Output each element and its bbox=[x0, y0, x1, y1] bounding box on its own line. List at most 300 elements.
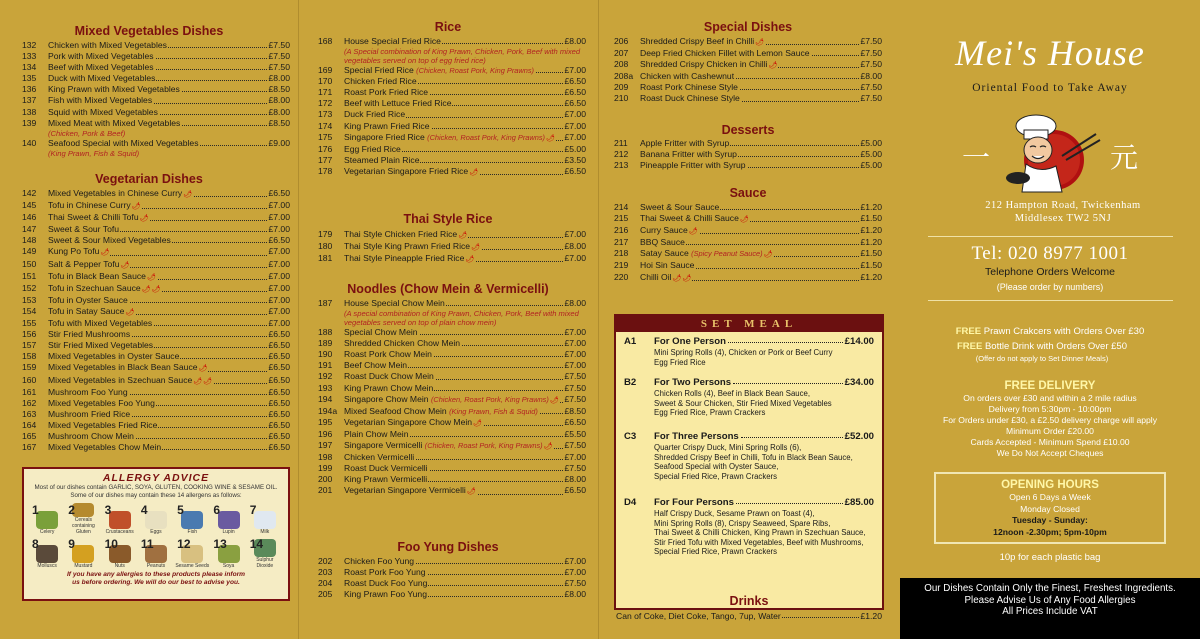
item-description: (Chicken, Pork & Beef) bbox=[48, 128, 126, 138]
menu-item bbox=[318, 166, 586, 178]
item-price: £5.00 bbox=[860, 160, 882, 171]
item-number: 138 bbox=[22, 106, 37, 117]
item-name-cell bbox=[48, 188, 267, 200]
allergen-item bbox=[175, 537, 209, 569]
item-name-cell bbox=[640, 272, 859, 284]
menu-item bbox=[318, 349, 586, 360]
item-name: Mushroom Foo Yung bbox=[48, 386, 128, 397]
menu-item bbox=[22, 283, 290, 295]
item-name: Thai Style King Prawn Fried Rice bbox=[344, 241, 471, 252]
item-name: Tofu in Black Bean Sauce bbox=[48, 270, 146, 281]
item-label bbox=[48, 318, 153, 328]
menu-item bbox=[318, 589, 586, 600]
item-price: £1.20 bbox=[860, 611, 882, 621]
item-name-cell bbox=[344, 383, 563, 394]
item-price: £7.00 bbox=[268, 212, 290, 223]
menu-item bbox=[318, 360, 586, 371]
item-label bbox=[344, 132, 556, 142]
item-name: Mixed Seafood Chow Mein bbox=[344, 405, 447, 416]
item-label bbox=[640, 48, 811, 58]
chilli-icon: 🌶 bbox=[549, 396, 559, 404]
item-label bbox=[344, 338, 461, 348]
item-name-cell bbox=[48, 271, 267, 283]
set-meal-title-row bbox=[654, 497, 874, 508]
item-label bbox=[344, 360, 408, 370]
item-number: 198 bbox=[318, 452, 333, 463]
menu-item bbox=[22, 118, 290, 129]
item-name-cell bbox=[344, 65, 563, 76]
set-meal-price: £34.00 bbox=[844, 377, 874, 388]
item-number: 154 bbox=[22, 305, 37, 316]
item-number: 153 bbox=[22, 294, 37, 305]
item-price: £7.50 bbox=[860, 82, 882, 93]
item-price: £1.20 bbox=[860, 202, 882, 212]
allergy-footer-1: If you have any allergies to these products please inform bbox=[66, 571, 246, 578]
item-number: 156 bbox=[22, 329, 37, 340]
item-price: £8.00 bbox=[564, 298, 586, 308]
item-name: Hoi Sin Sauce bbox=[640, 260, 695, 271]
item-price: £7.00 bbox=[268, 224, 290, 235]
item-name-cell bbox=[48, 51, 267, 62]
item-name-cell bbox=[640, 248, 859, 260]
chilli-icon: 🌶 bbox=[193, 377, 203, 385]
item-ingredients: (Chicken, Roast Pork, King Prawns) bbox=[430, 394, 549, 404]
item-name: Sweet & Sour Sauce bbox=[640, 202, 720, 212]
set-meal-price: £85.00 bbox=[844, 497, 874, 508]
item-label bbox=[344, 121, 431, 131]
chilli-icon: 🌶 bbox=[151, 285, 161, 293]
menu-item bbox=[318, 417, 586, 429]
section-noodles bbox=[298, 282, 598, 297]
item-price: £1.50 bbox=[860, 248, 882, 259]
item-price: £8.00 bbox=[268, 106, 290, 117]
menu-item bbox=[22, 246, 290, 258]
item-name-cell bbox=[344, 406, 563, 417]
menu-item bbox=[318, 98, 586, 109]
item-name: Mixed Meat with Mixed Vegetables bbox=[48, 117, 181, 128]
item-name: Thai Style Pineapple Fried Rice bbox=[344, 253, 465, 264]
menu-item bbox=[22, 271, 290, 283]
item-number: 197 bbox=[318, 440, 333, 451]
hours-title: OPENING HOURS bbox=[1001, 479, 1099, 491]
item-number: 163 bbox=[22, 408, 37, 419]
item-name: Mixed Vegetables Chow Mein bbox=[48, 442, 162, 453]
leader-dots bbox=[741, 431, 843, 438]
menu-item bbox=[22, 329, 290, 340]
item-price: £6.50 bbox=[564, 76, 586, 87]
item-name-cell bbox=[48, 362, 267, 374]
item-name: Stir Fried Mixed Vegetables bbox=[48, 340, 154, 351]
set-meal-title: For Four Persons bbox=[654, 497, 734, 508]
menu-item bbox=[614, 202, 882, 213]
item-label bbox=[344, 241, 481, 251]
delivery-info bbox=[900, 379, 1200, 459]
item-name-cell bbox=[640, 36, 859, 48]
chilli-icon: 🌶 bbox=[125, 308, 135, 316]
set-meal-code: B2 bbox=[624, 377, 637, 388]
item-name-cell bbox=[640, 225, 859, 237]
item-label bbox=[344, 371, 435, 381]
menu-item bbox=[22, 340, 290, 351]
allergen-name: Crustaceans bbox=[105, 529, 134, 535]
panel-restaurant-info bbox=[900, 0, 1200, 639]
item-name: Mixed Vegetables in Oyster Sauce bbox=[48, 351, 180, 362]
free-label: FREE bbox=[955, 326, 982, 337]
chilli-icon: 🌶 bbox=[465, 256, 475, 264]
chilli-icon: 🌶 bbox=[120, 261, 130, 269]
item-price: £8.00 bbox=[860, 71, 882, 82]
item-name-cell bbox=[344, 440, 563, 452]
item-number: 206 bbox=[614, 36, 629, 46]
item-name: Duck with Mixed Vegetables bbox=[48, 73, 156, 84]
item-name: Fish with Mixed Vegetables bbox=[48, 95, 153, 106]
menu-item bbox=[22, 40, 290, 51]
delivery-line: Delivery from 5:30pm - 10:00pm bbox=[988, 404, 1112, 414]
allergen-name: Peanuts bbox=[146, 563, 166, 569]
menu-item bbox=[614, 48, 882, 59]
allergen-celery-icon bbox=[36, 511, 58, 529]
item-price: £7.00 bbox=[564, 349, 586, 360]
item-label bbox=[48, 420, 158, 430]
menu-item bbox=[22, 351, 290, 362]
allergen-grid bbox=[24, 499, 288, 569]
chinese-character-right: 元 bbox=[1110, 141, 1139, 174]
item-name-cell bbox=[48, 283, 267, 295]
item-name-cell bbox=[640, 149, 859, 160]
item-name: Singapore Chow Mein bbox=[344, 393, 429, 404]
allergen-item bbox=[103, 537, 137, 569]
item-name: Roast Duck Vermicelli bbox=[344, 463, 428, 474]
item-name: Mushroom Fried Rice bbox=[48, 408, 131, 419]
item-name-cell bbox=[344, 429, 563, 440]
item-name-cell bbox=[344, 298, 563, 309]
chilli-icon: 🌶 bbox=[546, 134, 555, 142]
allergen-cereals-containing-gluten-icon bbox=[72, 503, 94, 517]
item-number: 150 bbox=[22, 258, 37, 269]
item-number: 177 bbox=[318, 154, 333, 165]
item-ingredients: (Chicken, Roast Pork, King Prawns) bbox=[416, 66, 535, 76]
item-price: £7.50 bbox=[564, 578, 586, 589]
item-name: Chicken Foo Yung bbox=[344, 556, 415, 566]
allergen-item bbox=[103, 503, 137, 535]
item-name: Roast Pork Chinese Style bbox=[640, 82, 738, 93]
item-name-cell bbox=[344, 166, 563, 178]
section-title: Noodles (Chow Mein & Vermicelli) bbox=[347, 282, 549, 296]
item-name: Satay Sauce bbox=[640, 248, 689, 259]
set-meal-line: Seafood Special with Oyster Sauce, bbox=[654, 462, 779, 472]
item-name: Chicken with Mixed Vegetables bbox=[48, 40, 167, 50]
item-name-cell bbox=[344, 98, 563, 109]
item-number: 140 bbox=[22, 137, 37, 148]
item-label bbox=[344, 383, 434, 393]
item-label bbox=[48, 138, 200, 148]
item-label bbox=[344, 327, 419, 337]
item-label bbox=[640, 202, 720, 212]
item-number: 165 bbox=[22, 430, 37, 441]
chilli-icon: 🌶 bbox=[688, 228, 698, 236]
menu-item bbox=[614, 611, 884, 621]
item-name-cell bbox=[640, 160, 859, 171]
item-price: £6.50 bbox=[268, 442, 290, 453]
item-price: £1.20 bbox=[860, 271, 882, 282]
item-label bbox=[48, 431, 135, 441]
menu-item bbox=[614, 138, 882, 149]
allergen-number: 1 bbox=[32, 503, 39, 517]
item-name-cell bbox=[344, 121, 563, 132]
item-name: Mixed Vegetables Foo Yung bbox=[48, 397, 155, 408]
item-price: £7.50 bbox=[564, 393, 586, 404]
item-name: Steamed Plain Rice bbox=[344, 154, 420, 165]
set-meal-line: Egg Fried Rice bbox=[654, 357, 706, 367]
item-price: £5.00 bbox=[564, 143, 586, 154]
offer-text: Prawn Crakcers with Orders Over £30 bbox=[981, 326, 1145, 337]
item-name-cell bbox=[48, 387, 267, 398]
item-name: Beef with Lettuce Fried Rice bbox=[344, 98, 452, 109]
item-name: Thai Style Chicken Fried Rice bbox=[344, 229, 458, 239]
set-meal-contents bbox=[654, 348, 876, 367]
item-name-cell bbox=[640, 213, 859, 225]
item-name-cell bbox=[48, 212, 267, 224]
item-label bbox=[344, 394, 560, 404]
item-price: £6.50 bbox=[268, 408, 290, 419]
allergen-item bbox=[175, 503, 209, 535]
telephone-orders-text: Telephone Orders Welcome bbox=[985, 266, 1115, 278]
set-meal-price: £52.00 bbox=[844, 431, 874, 442]
item-price: £5.00 bbox=[860, 138, 882, 148]
chinese-character-left: 一 bbox=[962, 141, 991, 174]
allergy-title: ALLERGY ADVICE bbox=[102, 472, 210, 484]
allergen-item bbox=[211, 503, 245, 535]
allergy-line-2: Some of our dishes may contain these 14 allergens as follows: bbox=[70, 491, 242, 499]
item-price: £6.50 bbox=[268, 419, 290, 430]
offer-note: (Offer do not apply to Set Dinner Meals) bbox=[975, 354, 1109, 363]
item-label bbox=[48, 200, 142, 210]
item-price: £8.00 bbox=[564, 589, 586, 600]
telephone-number: Tel: 020 8977 1001 bbox=[971, 243, 1129, 264]
menu-item bbox=[614, 149, 882, 160]
menu-item bbox=[318, 338, 586, 349]
item-name-cell bbox=[640, 82, 859, 93]
item-name: Singapore Vermicelli bbox=[344, 440, 423, 451]
item-name: Roast Duck Chinese Style bbox=[640, 93, 740, 104]
item-label bbox=[344, 76, 418, 86]
menu-item bbox=[614, 160, 882, 171]
item-number: 152 bbox=[22, 282, 37, 293]
allergen-number: 5 bbox=[177, 503, 184, 517]
set-meal-line: Quarter Crispy Duck, Mini Spring Rolls (6), bbox=[654, 443, 802, 452]
item-number: 219 bbox=[614, 260, 629, 271]
item-name-cell bbox=[344, 338, 563, 349]
item-label bbox=[344, 65, 535, 75]
item-number: 193 bbox=[318, 382, 333, 393]
set-meal-line: Thai Sweet & Chilli Chicken, King Prawn in Szechuan Sauce, bbox=[654, 528, 866, 538]
allergy-footer-2: us before ordering. We will do our best to advise you. bbox=[72, 579, 240, 586]
item-price: £6.50 bbox=[268, 340, 290, 351]
item-name-cell bbox=[48, 420, 267, 431]
item-label bbox=[48, 283, 161, 293]
item-price: £6.50 bbox=[564, 98, 586, 109]
menu-item bbox=[318, 298, 586, 309]
item-name-cell bbox=[344, 87, 563, 98]
menu-item bbox=[318, 578, 586, 589]
menu-item bbox=[318, 65, 586, 76]
item-price: £6.50 bbox=[564, 416, 586, 427]
item-name-cell bbox=[344, 556, 563, 567]
item-label bbox=[48, 73, 156, 83]
item-label bbox=[344, 253, 475, 263]
item-label bbox=[344, 349, 433, 359]
menu-item bbox=[318, 452, 586, 463]
delivery-line: We Do Not Accept Cheques bbox=[996, 448, 1104, 458]
item-name-cell bbox=[344, 360, 563, 371]
item-name: King Prawn Vermicelli bbox=[344, 474, 428, 485]
section-drinks bbox=[614, 594, 884, 621]
menu-item bbox=[318, 155, 586, 166]
item-name: Sweet & Sour Mixed Vegetables bbox=[48, 235, 171, 246]
item-number: 168 bbox=[318, 36, 333, 46]
allergen-item bbox=[30, 537, 64, 569]
menu-item bbox=[22, 95, 290, 106]
allergen-number: 6 bbox=[213, 503, 221, 517]
section-title: Vegetarian Dishes bbox=[95, 172, 203, 186]
item-label bbox=[344, 155, 420, 165]
item-label bbox=[640, 237, 686, 247]
item-list bbox=[318, 556, 586, 600]
item-price: £6.50 bbox=[268, 374, 290, 385]
item-number: 145 bbox=[22, 200, 37, 211]
item-name: Vegetarian Singapore Fried Rice bbox=[344, 165, 469, 176]
item-price: £7.00 bbox=[564, 120, 586, 131]
item-number: 132 bbox=[22, 40, 37, 50]
menu-item bbox=[318, 76, 586, 87]
item-name: Chicken with Cashewnut bbox=[640, 71, 735, 82]
item-name: Mixed Vegetables in Chinese Curry bbox=[48, 188, 183, 198]
item-name: King Prawn Foo Yung bbox=[344, 589, 427, 600]
menu-item bbox=[22, 306, 290, 318]
menu-item bbox=[614, 36, 882, 48]
item-price: £5.50 bbox=[564, 428, 586, 439]
item-number: 137 bbox=[22, 95, 37, 106]
item-name: Can of Coke, Diet Coke, Tango, 7up, Water bbox=[616, 611, 781, 621]
item-name-cell bbox=[344, 417, 563, 429]
item-number: 205 bbox=[318, 589, 333, 600]
item-price: £7.00 bbox=[268, 246, 290, 257]
allergen-name: Eggs bbox=[150, 529, 162, 535]
allergen-item bbox=[30, 503, 64, 535]
set-meal-box bbox=[614, 314, 884, 610]
item-name: Roast Duck Chow Mein bbox=[344, 371, 434, 382]
allergen-number: 7 bbox=[249, 503, 257, 517]
set-meal-title: For Three Persons bbox=[654, 431, 739, 442]
menu-item bbox=[22, 51, 290, 62]
menu-item bbox=[318, 132, 586, 144]
item-number: 159 bbox=[22, 362, 37, 373]
set-meal-code: D4 bbox=[624, 497, 637, 508]
chilli-icon: 🌶 bbox=[198, 365, 208, 373]
allergen-fish-icon bbox=[181, 511, 203, 529]
item-number: 220 bbox=[614, 271, 629, 282]
item-label bbox=[640, 260, 695, 270]
item-price: £7.00 bbox=[268, 258, 290, 269]
item-label bbox=[344, 474, 428, 484]
item-number: 199 bbox=[318, 463, 333, 474]
set-meal-code: A1 bbox=[624, 336, 637, 347]
item-number: 139 bbox=[22, 117, 37, 128]
allergen-number: 2 bbox=[68, 503, 75, 517]
item-number: 169 bbox=[318, 65, 333, 76]
item-name-cell bbox=[48, 62, 267, 73]
item-number: 192 bbox=[318, 371, 333, 382]
item-price: £7.00 bbox=[564, 327, 586, 338]
set-meal-title-row bbox=[654, 336, 874, 347]
item-name: House Special Fried Rice bbox=[344, 36, 441, 46]
item-label bbox=[344, 429, 409, 439]
set-meal-line: Stir Fried Tofu with Mixed Vegetables, Beef with Mushrooms, bbox=[654, 537, 864, 547]
allergen-name: Lupin bbox=[222, 529, 235, 535]
item-label bbox=[48, 188, 193, 198]
item-name: Shredded Crispy Beef in Chilli bbox=[640, 36, 755, 46]
order-by-number-note: (Please order by numbers) bbox=[996, 282, 1104, 292]
item-number: 190 bbox=[318, 349, 333, 360]
menu-item bbox=[22, 409, 290, 420]
menu-item bbox=[318, 474, 586, 485]
item-name: Tofu in Satay Sauce bbox=[48, 305, 125, 316]
allergen-mustard-icon bbox=[72, 545, 94, 563]
item-price: £1.20 bbox=[860, 237, 882, 248]
item-label bbox=[344, 452, 415, 462]
allergen-number: 13 bbox=[213, 537, 227, 551]
set-meal-contents bbox=[654, 443, 876, 481]
item-price: £7.00 bbox=[268, 200, 290, 211]
item-name: Roast Pork Fried Rice bbox=[344, 87, 429, 98]
item-name: Chilli Oil bbox=[640, 271, 672, 282]
item-number: 211 bbox=[614, 138, 628, 148]
item-name-cell bbox=[344, 474, 563, 485]
allergen-name: Mustard bbox=[74, 563, 93, 569]
item-name: Tofu in Chinese Curry bbox=[48, 200, 131, 211]
menu-item bbox=[22, 259, 290, 271]
menu-item bbox=[614, 225, 882, 237]
menu-item bbox=[318, 371, 586, 382]
set-meal-line: Half Crispy Duck, Sesame Prawn on Toast (4), bbox=[654, 509, 815, 518]
item-label bbox=[48, 235, 172, 245]
menu-item bbox=[318, 241, 586, 253]
item-label bbox=[344, 463, 429, 473]
item-number: 174 bbox=[318, 120, 333, 131]
item-price: £7.00 bbox=[564, 109, 586, 120]
item-list bbox=[318, 36, 586, 178]
item-price: £6.50 bbox=[564, 165, 586, 176]
item-label bbox=[344, 229, 468, 239]
menu-item bbox=[614, 82, 882, 93]
panel-vegetable-dishes bbox=[0, 0, 298, 639]
item-ingredients: (Chicken, Roast Pork, King Prawns) bbox=[424, 441, 543, 451]
item-label bbox=[48, 212, 150, 222]
free-bottle-drink-offer bbox=[892, 341, 1192, 365]
item-list bbox=[22, 188, 290, 453]
item-number: 200 bbox=[318, 474, 333, 485]
item-name: Mushroom Chow Mein bbox=[48, 430, 134, 441]
item-name-cell bbox=[48, 95, 267, 106]
menu-item bbox=[318, 229, 586, 241]
item-price: £7.50 bbox=[268, 40, 290, 50]
restaurant-logo: Mei's House bbox=[955, 33, 1145, 73]
item-name: Tofu in Szechuan Sauce bbox=[48, 282, 141, 293]
item-name-cell bbox=[48, 200, 267, 212]
item-name: Vegetarian Singapore Vermicelli bbox=[344, 485, 466, 496]
item-label bbox=[640, 82, 739, 92]
item-label bbox=[48, 306, 135, 316]
